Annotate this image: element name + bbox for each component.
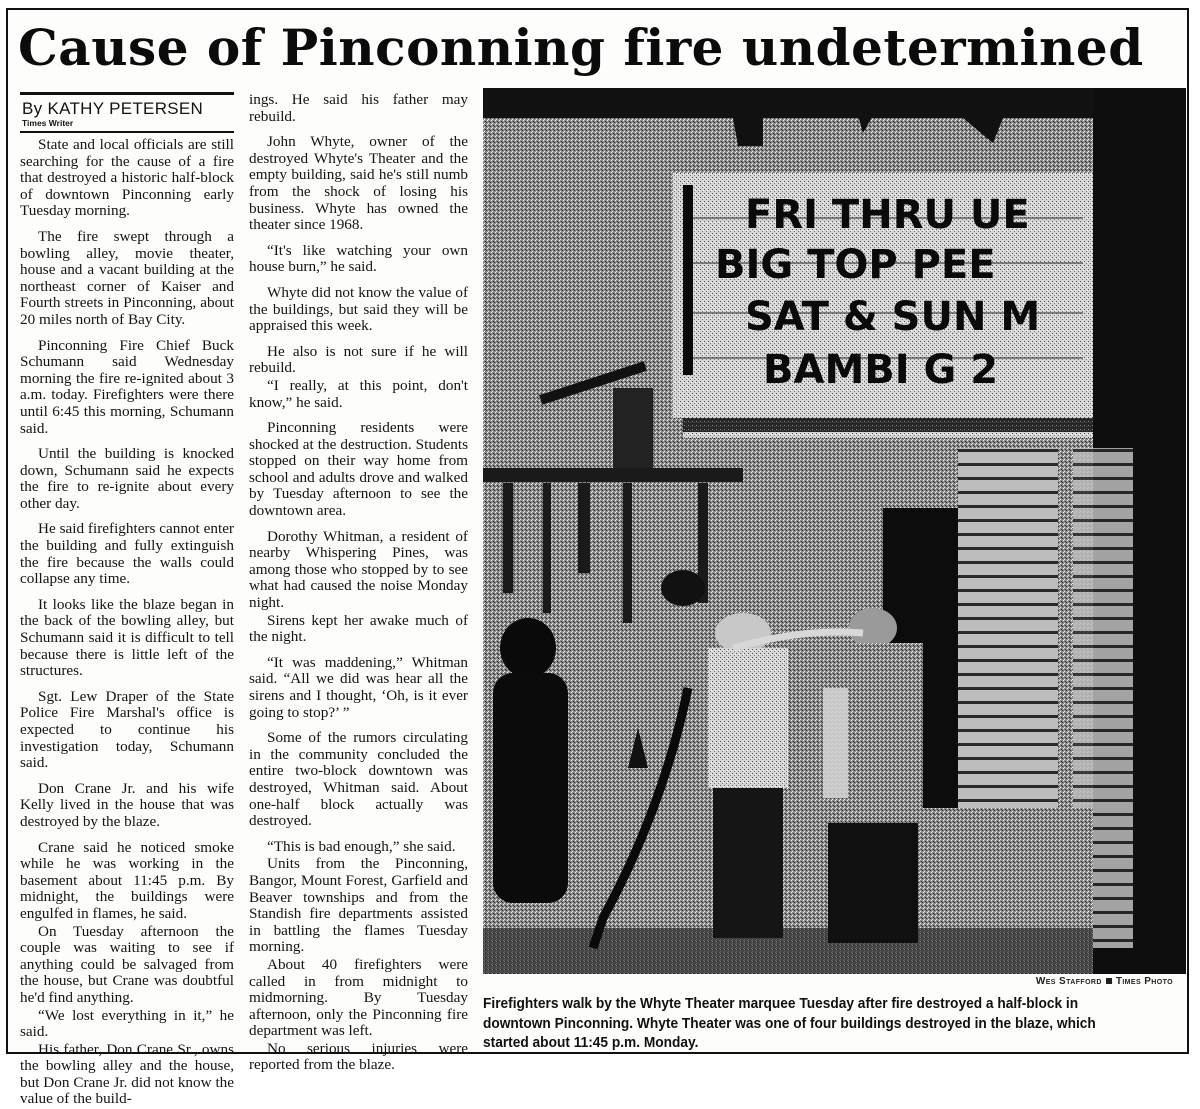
newspaper-clipping [6, 8, 1189, 1108]
paragraph: ings. He said his father may rebuild. [249, 91, 468, 125]
paragraph: The fire swept through a bowling alley, movie theater, house and a vacant building at the northeast corner of Kaiser and Fourth streets in Pinconning, about 20 miles north of Bay City. [20, 227, 234, 328]
paragraph: Don Crane Jr. and his wife Kelly lived in the house that was destroyed by the blaze. [20, 779, 234, 830]
paragraph: He also is not sure if he will rebuild. [249, 342, 468, 377]
photo-caption: Firefighters walk by the Whyte Theater marquee Tuesday after fire destroyed a half-block in downtown Pinconning. Whyte Theater was one of four buildings destroyed in the blaze, which started about 11:45 p.m. Monday. [483, 996, 1096, 1052]
paragraph: “We lost everything in it,” he said. [20, 1006, 234, 1041]
paragraph: Dorothy Whitman, a resident of nearby Whispering Pines, was among those who stopped by to see what had caused the noise Monday night. [249, 527, 468, 612]
marquee-line-2: BIG TOP PEE [715, 242, 996, 288]
byline-box [20, 92, 234, 133]
byline-role: Times Writer [22, 118, 74, 128]
square-bullet-icon [1106, 978, 1112, 984]
paragraph: It looks like the blaze began in the back of the bowling alley, but Schumann said it is difficult to tell because there is little left of the structures. [20, 595, 234, 680]
photo-credit [1036, 976, 1173, 987]
paragraph: No serious injuries were reported from the blaze. [249, 1039, 468, 1074]
paragraph: Sgt. Lew Draper of the State Police Fire Marshal's office is expected to continue his investigation today, Schumann said. [20, 687, 234, 772]
paragraph: His father, Don Crane Sr., owns the bowling alley and the house, but Don Crane Jr. did not know the value of the build- [20, 1040, 234, 1108]
paragraph: Pinconning residents were shocked at the destruction. Students stopped on their way home from school and adults drove and walked by Tuesday afternoon to see the downtown area. [249, 419, 468, 520]
paragraph: “I really, at this point, don't know,” he said. [249, 376, 468, 411]
paragraph: He said firefighters cannot enter the building and fully extinguish the fire because the walls could collapse any time. [20, 520, 234, 588]
marquee-line-3: SAT & SUN M [745, 294, 1041, 340]
marquee-line-4: BAMBI G 2 [763, 347, 999, 393]
paragraph: Some of the rumors circulating in the community concluded the entire two-block downtown was destroyed, Whitman said. About one-half block actually was destroyed. [249, 729, 468, 830]
paragraph: Sirens kept her awake much of the night. [249, 611, 468, 646]
article-column-2 [249, 92, 468, 1075]
photo-credit-org: Times Photo [1115, 976, 1173, 987]
marquee-line-1: FRI THRU UE [745, 192, 1030, 238]
article-column-1 [20, 92, 234, 1109]
paragraph: “It was maddening,” Whitman said. “All we did was hear all the sirens and I thought, ‘Oh, is it ever going to stop?’ ” [249, 653, 468, 721]
paragraph: “It's like watching your own house burn,” he said. [249, 241, 468, 276]
paragraph: John Whyte, owner of the destroyed Whyte's Theater and the empty building, said he's still numb from the shock of losing his business. Whyte has owned the theater since 1968. [249, 133, 468, 234]
paragraph: About 40 firefighters were called in from midnight to midmorning. By Tuesday afternoon, only the Pinconning fire department was left. [249, 955, 468, 1040]
photo-credit-name: Wes Stafford [1035, 976, 1102, 987]
news-photo [483, 88, 1186, 974]
paragraph: Until the building is knocked down, Schumann said he expects the fire to re-ignite about every other day. [20, 445, 234, 512]
photo-image [483, 88, 1186, 974]
headline: Cause of Pinconning fire undetermined [18, 18, 1144, 77]
paragraph: Pinconning Fire Chief Buck Schumann said Wednesday morning the fire re-ignited about 3 a.m. today. Firefighters were there until 6:45 this morning, Schumann said. [20, 336, 234, 437]
paragraph: Crane said he noticed smoke while he was working in the basement about 11:45 p.m. By midnight, the buildings were engulfed in flames, he said. [20, 838, 234, 922]
paragraph: State and local officials are still searching for the cause of a fire that destroyed a historic half-block of downtown Pinconning early Tuesday morning. [20, 136, 234, 220]
paragraph: On Tuesday afternoon the couple was waiting to see if anything could be salvaged from the house, but Crane was doubtful he'd find anything. [20, 922, 234, 1006]
paragraph: “This is bad enough,” she said. [267, 837, 456, 855]
byline-author: By KATHY PETERSEN [22, 99, 204, 118]
paragraph: Units from the Pinconning, Bangor, Mount Forest, Garfield and Beaver townships and from the Standish fire departments assisted in battling the flames Tuesday morning. [249, 855, 468, 956]
paragraph: Whyte did not know the value of the buildings, but said they will be appraised this week. [249, 283, 468, 335]
